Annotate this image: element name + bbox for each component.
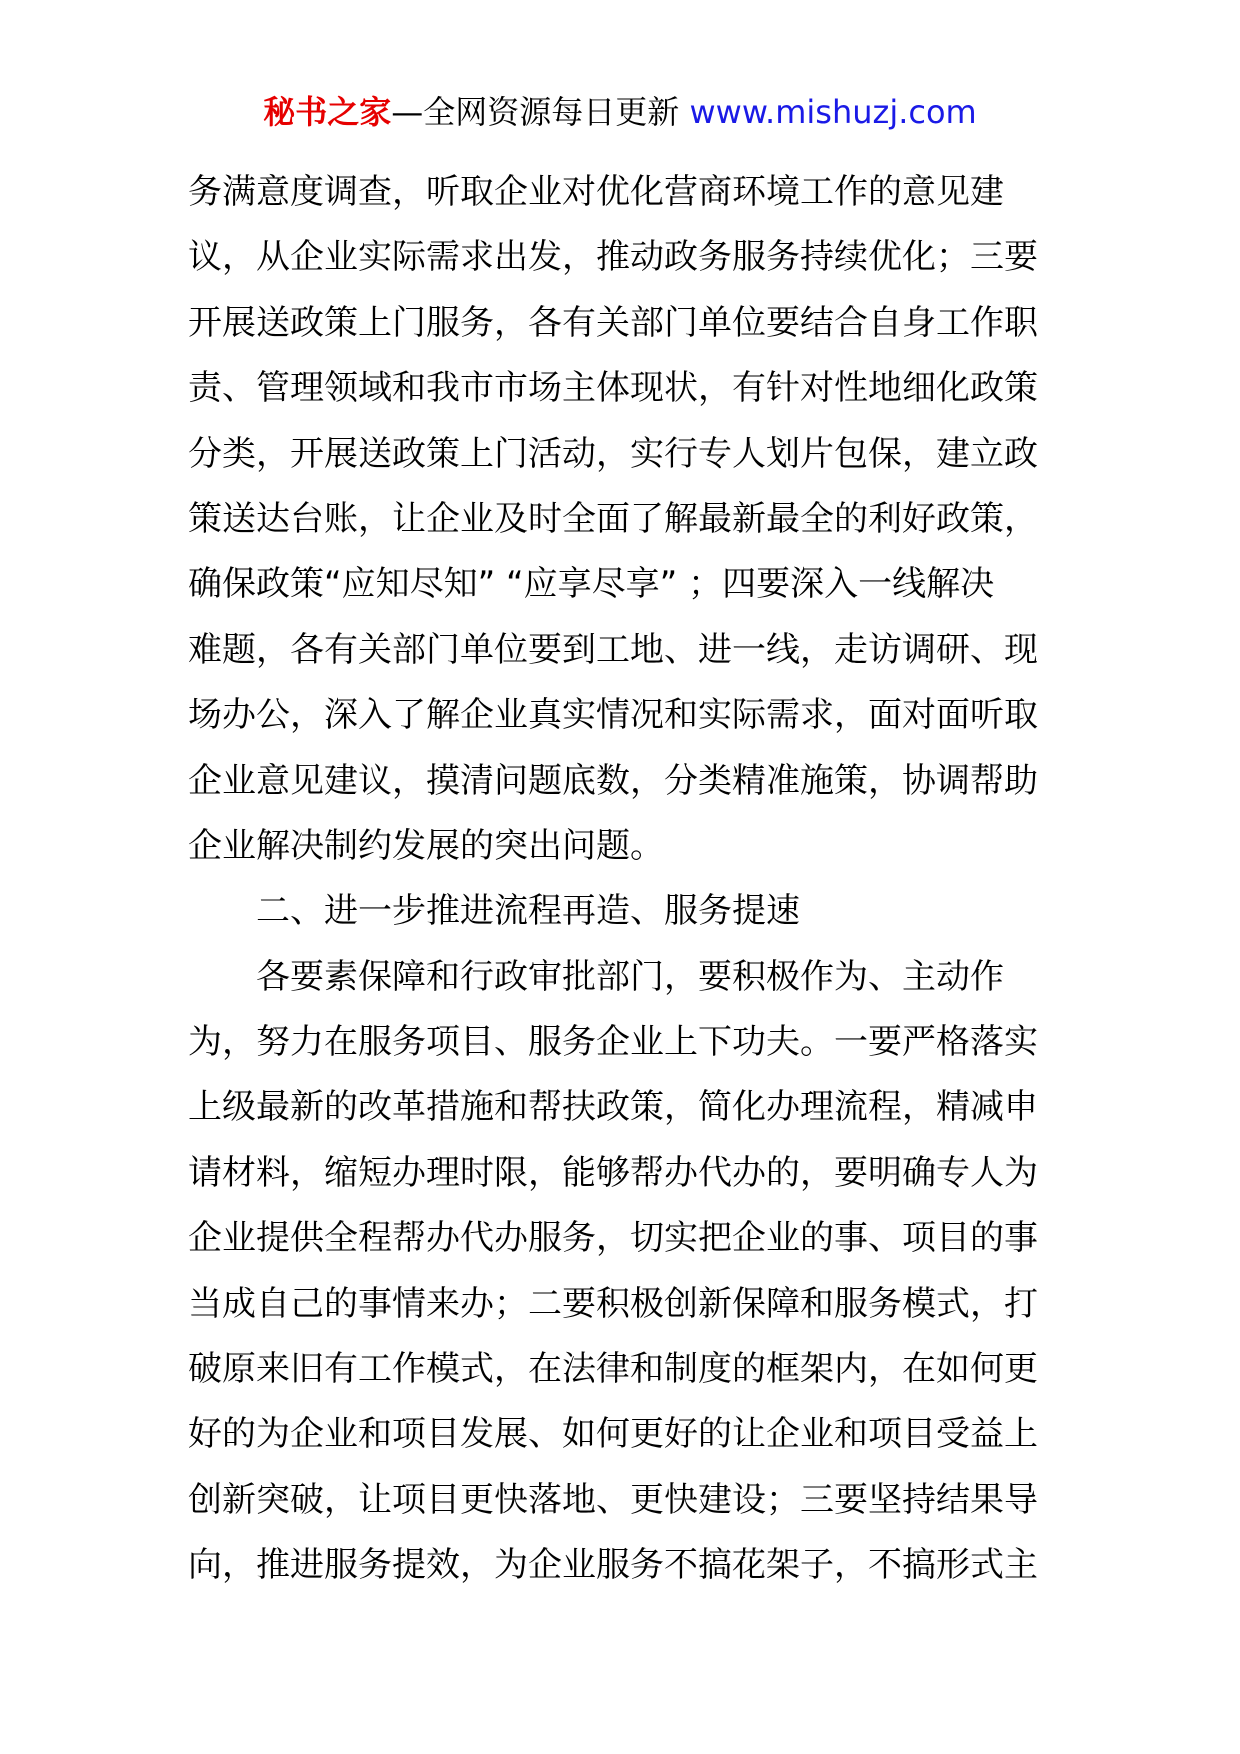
text-line: 请材料，缩短办理时限，能够帮办代办的，要明确专人为 — [188, 1152, 1038, 1193]
text-line: 当成自己的事情来办；二要积极创新保障和服务模式，打 — [188, 1283, 1038, 1324]
text-line: 难题，各有关部门单位要到工地、进一线，走访调研、现 — [188, 629, 1038, 670]
text-line: 企业意见建议，摸清问题底数，分类精准施策，协调帮助 — [188, 760, 1038, 801]
text-line: 创新突破，让项目更快落地、更快建设；三要坚持结果导 — [188, 1479, 1038, 1520]
header-tagline: —全网资源每日更新 — [391, 93, 690, 131]
text-line: 策送达台账，让企业及时全面了解最新最全的利好政策， — [188, 498, 1038, 539]
text-line: 分类，开展送政策上门活动，实行专人划片包保，建立政 — [188, 433, 1038, 474]
brand-name: 秘书之家 — [263, 93, 392, 131]
text-line: 议，从企业实际需求出发，推动政务服务持续优化；三要 — [188, 237, 1038, 278]
text-line: 开展送政策上门服务，各有关部门单位要结合自身工作职 — [188, 302, 1038, 343]
text-line: 向，推进服务提效，为企业服务不搞花架子，不搞形式主 — [188, 1545, 1038, 1586]
text-line: 上级最新的改革措施和帮扶政策，简化办理流程，精减申 — [188, 1087, 1038, 1128]
page-header — [0, 92, 1240, 132]
text-line: 企业提供全程帮办代办服务，切实把企业的事、项目的事 — [188, 1218, 1038, 1259]
text-line: 务满意度调查，听取企业对优化营商环境工作的意见建 — [188, 172, 1004, 212]
section-heading: 二、进一步推进流程再造、服务提速 — [188, 891, 800, 932]
text-line: 场办公，深入了解企业真实情况和实际需求，面对面听取 — [188, 695, 1038, 736]
website-url[interactable]: www.mishuzj.com — [689, 93, 977, 131]
text-line: 责、管理领域和我市市场主体现状，有针对性地细化政策 — [188, 368, 1038, 409]
text-line: 确保政策“应知尽知” “应享尽享” ；四要深入一线解决 — [188, 564, 995, 605]
text-line: 为，努力在服务项目、服务企业上下功夫。一要严格落实 — [188, 1022, 1038, 1063]
text-line: 企业解决制约发展的突出问题。 — [188, 825, 664, 866]
text-line: 各要素保障和行政审批部门，要积极作为、主动作 — [188, 956, 1004, 997]
text-line: 好的为企业和项目发展、如何更好的让企业和项目受益上 — [188, 1414, 1038, 1455]
document-body — [188, 160, 1068, 1599]
text-line: 破原来旧有工作模式，在法律和制度的框架内，在如何更 — [188, 1349, 1038, 1390]
